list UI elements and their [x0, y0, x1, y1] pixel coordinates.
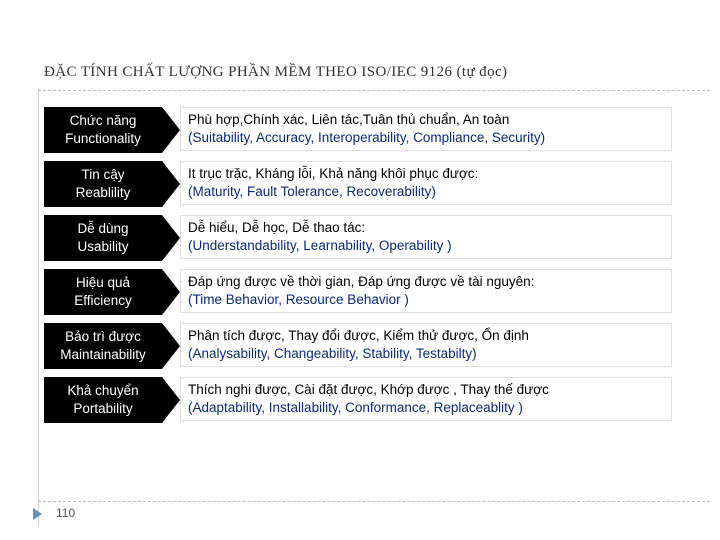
desc-en: (Adaptability, Installability, Conformance, Replaceablity ) [188, 400, 523, 415]
tag-en: Maintainability [60, 347, 146, 362]
characteristic-description [180, 377, 672, 421]
characteristic-row-efficiency [44, 269, 674, 315]
tag-vi: Tin cậy [81, 167, 125, 182]
characteristic-tag [44, 215, 182, 261]
tag-box [44, 269, 162, 315]
tag-box [44, 161, 162, 207]
tag-en: Efficiency [74, 293, 132, 308]
characteristic-tag [44, 323, 182, 369]
tag-en: Reablility [75, 185, 131, 200]
characteristic-row-portability [44, 377, 674, 423]
characteristic-description [180, 107, 672, 151]
desc-en: (Maturity, Fault Tolerance, Recoverability) [188, 184, 436, 199]
desc-vi: It trục trặc, Kháng lỗi, Khả năng khôi phục được: [188, 166, 479, 181]
tag-arrow-shape [162, 269, 180, 315]
tag-box [44, 107, 162, 153]
characteristic-description [180, 269, 672, 313]
tag-arrow-shape [162, 161, 180, 207]
characteristic-tag [44, 269, 182, 315]
slide-title: ĐẶC TÍNH CHẤT LƯỢNG PHẦN MỀM THEO ISO/IEC 9126 (tự đọc) [44, 64, 508, 80]
characteristic-description [180, 215, 672, 259]
tag-vi: Chức năng [69, 113, 137, 128]
characteristic-tag [44, 161, 182, 207]
desc-vi: Thích nghi được, Cài đặt được, Khớp được , Thay thế được [188, 382, 549, 397]
tag-arrow-shape [162, 215, 180, 261]
characteristic-tag [44, 377, 182, 423]
tag-box [44, 215, 162, 261]
desc-en: (Time Behavior, Resource Behavior ) [188, 292, 409, 307]
tag-en: Functionality [65, 131, 141, 146]
characteristic-description [180, 323, 672, 367]
tag-vi: Dễ dùng [77, 221, 129, 236]
page-number: 110 [56, 506, 76, 520]
desc-en: (Understandability, Learnability, Operability ) [188, 238, 452, 253]
characteristic-row-maintainability [44, 323, 674, 369]
desc-vi: Dễ hiểu, Dễ học, Dễ thao tác: [188, 220, 366, 235]
tag-arrow-shape [162, 377, 180, 423]
tag-box [44, 323, 162, 369]
title-divider [38, 90, 710, 91]
desc-en: (Suitability, Accuracy, Interoperability, Compliance, Security) [188, 130, 546, 145]
desc-vi: Đáp ứng được về thời gian, Đáp ứng được về tài nguyên: [188, 274, 535, 289]
desc-vi: Phân tích được, Thay đổi được, Kiểm thử được, Ổn định [188, 328, 529, 343]
desc-vi: Phù hợp,Chính xác, Liên tác,Tuân thủ chuẩn, An toàn [188, 112, 510, 127]
characteristic-row-usability [44, 215, 674, 261]
tag-en: Usability [77, 239, 129, 254]
tag-vi: Bảo trì được [65, 329, 141, 344]
characteristic-tag [44, 107, 182, 153]
tag-arrow-shape [162, 107, 180, 153]
left-divider [38, 88, 39, 526]
tag-box [44, 377, 162, 423]
footer-divider [38, 501, 710, 502]
tag-en: Portability [73, 401, 133, 416]
characteristic-row-functionality [44, 107, 674, 153]
characteristic-row-reliability [44, 161, 674, 207]
tag-vi: Khả chuyển [67, 383, 139, 398]
desc-en: (Analysability, Changeability, Stability, Testabilty) [188, 346, 477, 361]
tag-arrow-shape [162, 323, 180, 369]
characteristic-description [180, 161, 672, 205]
play-arrow-icon [33, 508, 42, 520]
tag-vi: Hiệu quả [75, 275, 131, 290]
